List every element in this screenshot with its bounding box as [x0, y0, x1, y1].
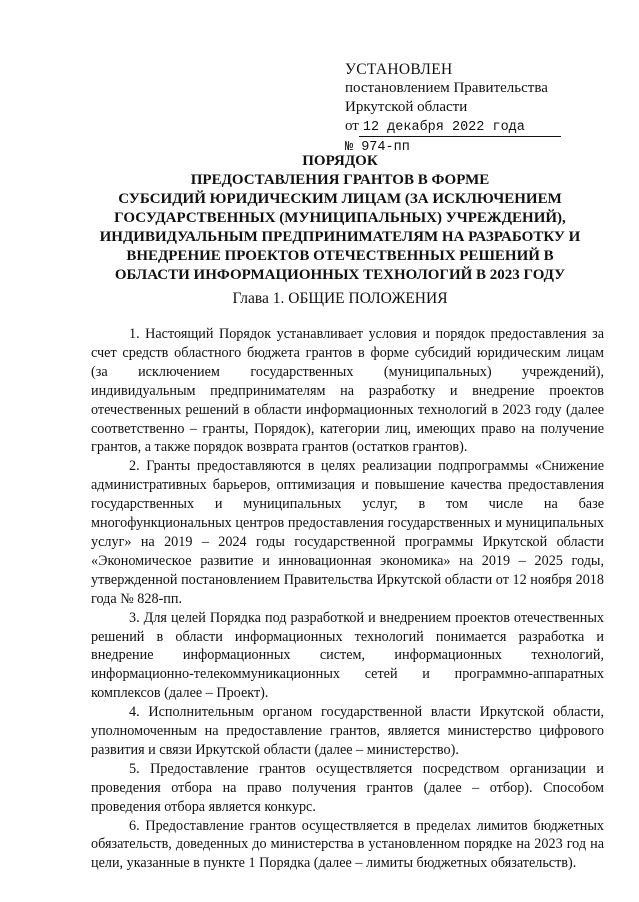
- approval-date: 12 декабря 2022 года: [359, 119, 561, 137]
- approval-line-1: постановлением Правительства: [345, 80, 548, 96]
- title-line-3: СУБСИДИЙ ЮРИДИЧЕСКИМ ЛИЦАМ (ЗА ИСКЛЮЧЕНИЕМ: [118, 191, 562, 207]
- paragraph-3: 3. Для целей Порядка под разработкой и внедрением проектов отечественных решений в области информационных технологий понимается разработка и внедрение информационных систем, информационных технологий, информационно-телекоммуникационных сетей и программно-аппаратных комплексов (далее – Проект).: [91, 609, 604, 702]
- document-body: [91, 325, 604, 873]
- paragraph-6: 6. Предоставление грантов осуществляется в пределах лимитов бюджетных обязательств, доведенных до министерства в установленном порядке на 2023 год на цели, указанные в пункте 1 Порядка (далее – лимиты бюджетных обязательств).: [91, 817, 604, 872]
- title-line-4: ГОСУДАРСТВЕННЫХ (МУНИЦИПАЛЬНЫХ) УЧРЕЖДЕНИЙ),: [114, 210, 566, 226]
- approval-number: № 974-пп: [345, 140, 410, 155]
- approval-date-line: [345, 117, 561, 137]
- title-line-2: ПРЕДОСТАВЛЕНИЯ ГРАНТОВ В ФОРМЕ: [190, 172, 490, 188]
- title-line-1: ПОРЯДОК: [302, 153, 378, 169]
- title-line-6: ВНЕДРЕНИЕ ПРОЕКТОВ ОТЕЧЕСТВЕННЫХ РЕШЕНИЙ В: [126, 248, 554, 264]
- approval-heading: УСТАНОВЛЕН: [345, 61, 453, 78]
- title-line-7: ОБЛАСТИ ИНФОРМАЦИОННЫХ ТЕХНОЛОГИЙ В 2023 ГОДУ: [114, 267, 566, 283]
- paragraph-4: 4. Исполнительным органом государственной власти Иркутской области, уполномоченным на предоставление грантов, является министерство цифрового развития и связи Иркутской области (далее – министерство).: [91, 704, 604, 758]
- paragraph-5: 5. Предоставление грантов осуществляется посредством организации и проведения отбора на право получения грантов (далее – отбор). Способом проведения отбора является конкурс.: [91, 760, 604, 815]
- chapter-heading: Глава 1. ОБЩИЕ ПОЛОЖЕНИЯ: [232, 290, 448, 307]
- paragraph-1: 1. Настоящий Порядок устанавливает условия и порядок предоставления за счет средств областного бюджета грантов в форме субсидий юридическим лицам (за исключением государственных (муниципальных) учреждений), индивидуальным предпринимателям на разработку и внедрение проектов отечественных решений в области информационных технологий в 2023 году (далее соответственно – гранты, Порядок), категории лиц, имеющих право на получение грантов, а также порядок возврата грантов (остатков грантов).: [91, 326, 604, 456]
- approval-date-prefix: от: [345, 118, 359, 134]
- document-title: [70, 152, 610, 285]
- paragraph-2: 2. Гранты предоставляются в целях реализации подпрограммы «Снижение административных барьеров, оптимизация и повышение качества предоставления государственных и муниципальных услуг, в том числе на базе многофункциональных центров предоставления государственных и муниципальных услуг» на 2019 – 2024 годы государственной программы Иркутской области «Экономическое развитие и инновационная экономика» на 2019 – 2025 годы, утвержденной постановлением Правительства Иркутской области от 12 ноября 2018 года № 828-пп.: [91, 458, 604, 607]
- approval-block: [345, 60, 561, 157]
- approval-line-2: Иркутской области: [345, 99, 468, 115]
- title-line-5: ИНДИВИДУАЛЬНЫМ ПРЕДПРИНИМАТЕЛЯМ НА РАЗРАБОТКУ И: [99, 229, 581, 245]
